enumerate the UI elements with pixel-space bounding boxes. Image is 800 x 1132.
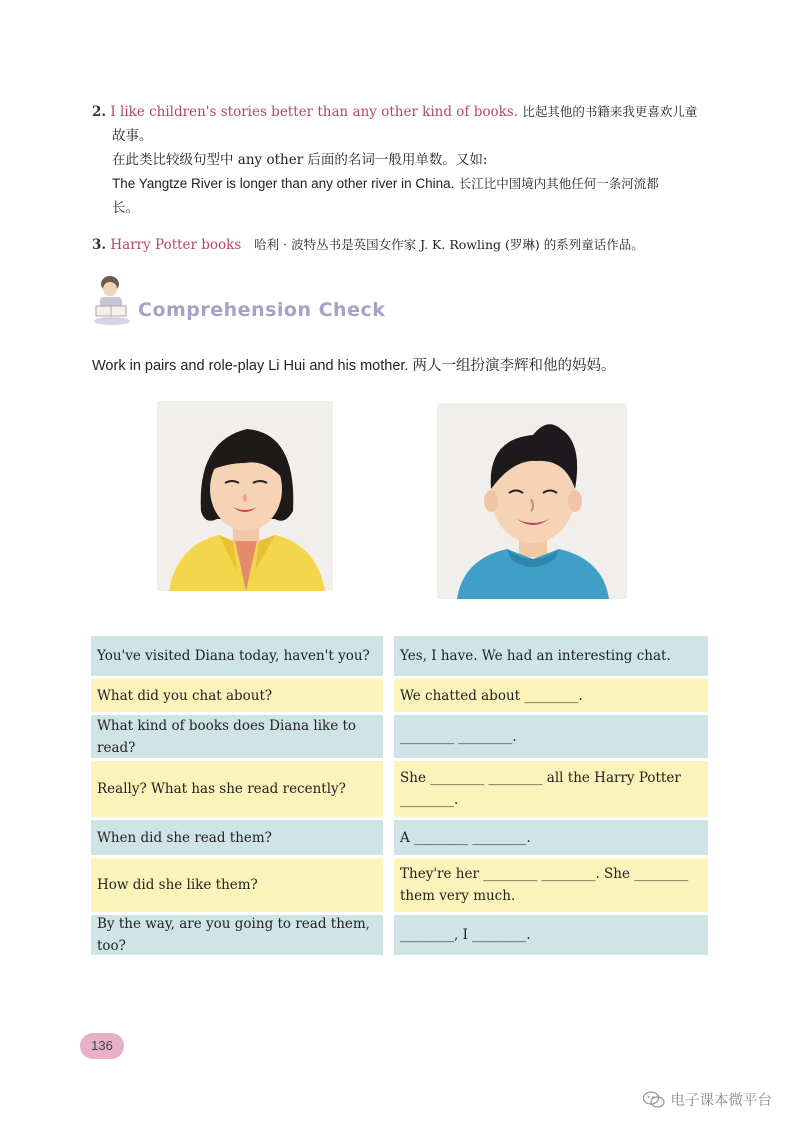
dialog-row [91, 679, 708, 712]
note-2-number: 2. [92, 104, 107, 120]
dialog-row [91, 761, 708, 817]
mother-line: You've visited Diana today, haven't you? [91, 636, 383, 676]
note-3-chinese: 哈利 · 波特丛书是英国女作家 J. K. Rowling (罗琳) 的系列童话作品。 [254, 237, 644, 252]
mother-illustration [157, 401, 333, 591]
watermark-text: 电子课本微平台 [670, 1093, 772, 1109]
son-line: ________ ________. [394, 715, 708, 758]
section-title: Comprehension Check [138, 299, 386, 321]
note-2-line1 [92, 100, 732, 124]
mother-line: How did she like them? [91, 858, 383, 912]
son-portrait [437, 403, 627, 599]
note-2-example-cn1: 长江比中国境内其他任何一条河流都 [458, 176, 659, 191]
mother-line: By the way, are you going to read them, too? [91, 915, 383, 955]
son-line: They're her ________ ________. She ________ them very much. [394, 858, 708, 912]
note-2-english: I like children's stories better than any other kind of books. [110, 104, 519, 120]
note-2-explain: 在此类比较级句型中 any other 后面的名词一般用单数。又如: [112, 152, 488, 168]
son-line: A ________ ________. [394, 820, 708, 855]
instruction-text: Work in pairs and role-play Li Hui and his mother. 两人一组扮演李辉和他的妈妈。 [92, 358, 616, 374]
wechat-icon [643, 1091, 665, 1109]
note-3-number: 3. [92, 237, 107, 253]
mother-line: Really? What has she read recently? [91, 761, 383, 817]
son-illustration [437, 403, 627, 599]
note-3 [92, 233, 732, 257]
note-2-chinese-line1: 比起其他的书籍来我更喜欢儿童 [522, 104, 698, 119]
dialog-row [91, 636, 708, 676]
note-2-example-cn2: 长。 [112, 200, 139, 216]
son-line: She ________ ________ all the Harry Potter ________. [394, 761, 708, 817]
dialog-row [91, 858, 708, 912]
note-2 [92, 100, 732, 220]
mother-line: When did she read them? [91, 820, 383, 855]
mother-portrait [157, 401, 333, 591]
note-2-example [92, 172, 732, 196]
dialog-row [91, 715, 708, 758]
reading-kid-icon [90, 272, 134, 328]
mother-line: What kind of books does Diana like to read? [91, 715, 383, 758]
mother-line: What did you chat about? [91, 679, 383, 712]
dialog-row [91, 915, 708, 955]
page-number: 136 [80, 1033, 124, 1059]
watermark [643, 1089, 773, 1110]
son-line: ________, I ________. [394, 915, 708, 955]
son-line: Yes, I have. We had an interesting chat. [394, 636, 708, 676]
note-3-english: Harry Potter books [110, 237, 242, 253]
dialog-table [91, 636, 708, 958]
note-2-example-en: The Yangtze River is longer than any other river in China. [112, 176, 455, 191]
section-header [90, 272, 490, 328]
son-line: We chatted about ________. [394, 679, 708, 712]
note-2-chinese-line2: 故事。 [112, 128, 153, 144]
dialog-row [91, 820, 708, 855]
